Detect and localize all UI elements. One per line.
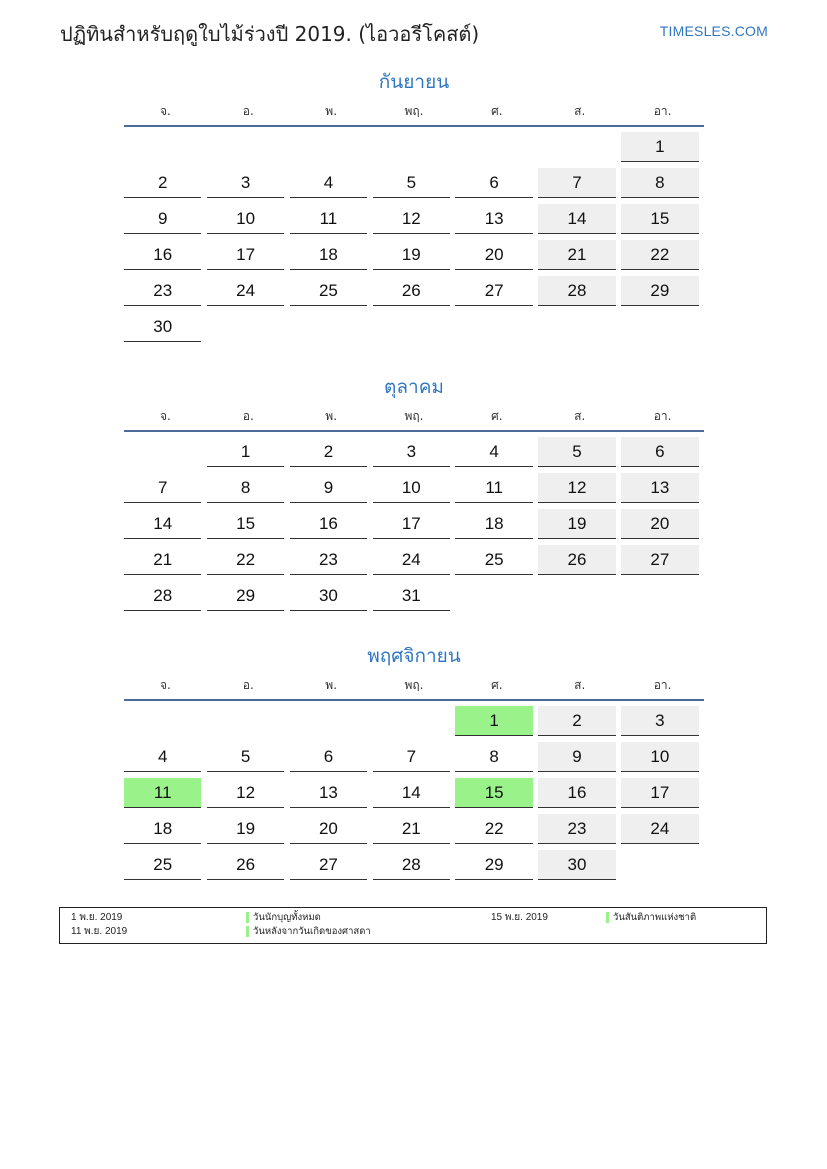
weekday-label: อา. [653,103,672,118]
weekday-label: อ. [242,103,254,118]
weekend-day-cell: 21 [538,240,615,270]
weekend-day-cell: 17 [621,778,698,808]
weekday-label: พ. [325,408,338,423]
weekday-label: ส. [574,408,586,423]
empty-cell [455,312,532,342]
day-cell: 10 [207,204,284,234]
day-cell: 3 [207,168,284,198]
day-cell: 22 [207,545,284,575]
weekday-label: อา. [653,677,672,692]
day-cell: 29 [207,581,284,611]
legend-date: 15 พ.ย. 2019 [491,912,548,923]
empty-cell [455,132,532,162]
empty-cell [621,581,698,611]
weekend-day-cell: 2 [538,706,615,736]
weekday-label: พ. [325,677,338,692]
weekday-label: พฤ. [404,103,424,118]
day-cell: 11 [455,473,532,503]
day-cell: 9 [290,473,367,503]
week-row [124,204,704,240]
weekend-day-cell: 23 [538,814,615,844]
weekend-day-cell: 10 [621,742,698,772]
weekday-label: จ. [160,103,171,118]
empty-cell [124,706,201,736]
day-cell: 25 [455,545,532,575]
day-cell: 16 [290,509,367,539]
weekend-day-cell: 15 [621,204,698,234]
weekend-day-cell: 16 [538,778,615,808]
week-row [124,473,704,509]
day-cell: 18 [455,509,532,539]
empty-cell [621,850,698,880]
weekend-day-cell: 5 [538,437,615,467]
weekday-label: จ. [160,408,171,423]
weekday-label: ศ. [491,677,503,692]
day-cell: 23 [290,545,367,575]
weekend-day-cell: 1 [621,132,698,162]
empty-cell [207,312,284,342]
empty-cell [538,132,615,162]
day-cell: 5 [207,742,284,772]
empty-cell [538,581,615,611]
weekend-day-cell: 22 [621,240,698,270]
day-cell: 22 [455,814,532,844]
empty-cell [621,312,698,342]
day-cell: 12 [207,778,284,808]
day-cell: 6 [455,168,532,198]
empty-cell [207,706,284,736]
legend-holiday-name: วันสันติภาพแห่งชาติ [606,911,696,924]
weekend-day-cell: 13 [621,473,698,503]
weekday-label: อา. [653,408,672,423]
legend-holiday-name: วันหลังจากวันเกิดของศาสดา [246,925,371,938]
day-cell: 2 [124,168,201,198]
empty-cell [124,437,201,467]
weekday-label: ศ. [491,408,503,423]
month-grid [124,706,704,886]
day-cell: 26 [373,276,450,306]
day-cell: 18 [124,814,201,844]
weekend-day-cell: 29 [621,276,698,306]
day-cell: 4 [124,742,201,772]
month-title: กันยายน [378,71,450,93]
weekend-day-cell: 19 [538,509,615,539]
empty-cell [290,132,367,162]
weekday-label: พ. [325,103,338,118]
weekday-label: ส. [574,103,586,118]
legend-date: 1 พ.ย. 2019 [71,912,123,923]
week-row [124,168,704,204]
weekend-day-cell: 24 [621,814,698,844]
day-cell: 16 [124,240,201,270]
day-cell: 9 [124,204,201,234]
day-cell: 27 [290,850,367,880]
day-cell: 10 [373,473,450,503]
weekday-label: จ. [160,677,171,692]
weekend-day-cell: 3 [621,706,698,736]
day-cell: 6 [290,742,367,772]
day-cell: 26 [207,850,284,880]
weekday-label: อ. [242,408,254,423]
day-cell: 19 [207,814,284,844]
day-cell: 20 [455,240,532,270]
day-cell: 25 [290,276,367,306]
week-row [124,850,704,886]
day-cell: 21 [124,545,201,575]
day-cell: 4 [290,168,367,198]
day-cell: 14 [373,778,450,808]
month-grid [124,132,704,348]
day-cell: 12 [373,204,450,234]
empty-cell [373,312,450,342]
day-cell: 20 [290,814,367,844]
weekday-label: อ. [242,677,254,692]
day-cell: 3 [373,437,450,467]
empty-cell [538,312,615,342]
day-cell: 5 [373,168,450,198]
day-cell: 11 [290,204,367,234]
month-november [124,641,704,886]
weekend-day-cell: 26 [538,545,615,575]
week-row [124,312,704,348]
day-cell: 18 [290,240,367,270]
holiday-legend [59,907,767,944]
month-october [124,372,704,617]
day-cell: 25 [124,850,201,880]
day-cell: 4 [455,437,532,467]
brand-link[interactable]: TIMESLES.COM [659,23,768,39]
day-cell: 21 [373,814,450,844]
empty-cell [124,132,201,162]
day-cell: 8 [455,742,532,772]
day-cell: 17 [207,240,284,270]
day-cell: 29 [455,850,532,880]
week-row [124,132,704,168]
month-september [124,67,704,348]
week-row [124,545,704,581]
weekend-day-cell: 14 [538,204,615,234]
day-cell: 28 [373,850,450,880]
weekend-day-cell: 20 [621,509,698,539]
day-cell: 30 [290,581,367,611]
week-row [124,581,704,617]
holiday-cell: 1 [455,706,532,736]
legend-date: 11 พ.ย. 2019 [71,926,128,937]
day-cell: 17 [373,509,450,539]
empty-cell [290,312,367,342]
day-cell: 19 [373,240,450,270]
day-cell: 7 [373,742,450,772]
weekday-header [124,97,704,127]
holiday-cell: 15 [455,778,532,808]
day-cell: 24 [207,276,284,306]
day-cell: 15 [207,509,284,539]
weekday-label: พฤ. [404,677,424,692]
week-row [124,276,704,312]
day-cell: 7 [124,473,201,503]
weekend-day-cell: 7 [538,168,615,198]
day-cell: 30 [124,312,201,342]
day-cell: 8 [207,473,284,503]
month-grid [124,437,704,617]
week-row [124,437,704,473]
day-cell: 31 [373,581,450,611]
week-row [124,706,704,742]
empty-cell [373,132,450,162]
day-cell: 24 [373,545,450,575]
weekend-day-cell: 27 [621,545,698,575]
weekend-day-cell: 28 [538,276,615,306]
day-cell: 14 [124,509,201,539]
week-row [124,509,704,545]
empty-cell [207,132,284,162]
day-cell: 2 [290,437,367,467]
empty-cell [455,581,532,611]
day-cell: 27 [455,276,532,306]
legend-holiday-name: วันนักบุญทั้งหมด [246,911,321,924]
day-cell: 13 [290,778,367,808]
weekday-label: ส. [574,677,586,692]
page-title: ปฏิทินสำหรับฤดูใบไม้ร่วงปี 2019. (ไอวอรีโคสต์) [60,22,480,46]
month-title: ตุลาคม [384,376,444,398]
weekday-label: ศ. [491,103,503,118]
weekday-header [124,671,704,701]
month-title: พฤศจิกายน [367,645,461,667]
day-cell: 1 [207,437,284,467]
day-cell: 28 [124,581,201,611]
week-row [124,240,704,276]
empty-cell [373,706,450,736]
empty-cell [290,706,367,736]
weekday-header [124,402,704,432]
weekday-label: พฤ. [404,408,424,423]
holiday-cell: 11 [124,778,201,808]
weekend-day-cell: 9 [538,742,615,772]
day-cell: 13 [455,204,532,234]
weekend-day-cell: 12 [538,473,615,503]
week-row [124,742,704,778]
week-row [124,814,704,850]
day-cell: 23 [124,276,201,306]
week-row [124,778,704,814]
weekend-day-cell: 8 [621,168,698,198]
weekend-day-cell: 6 [621,437,698,467]
weekend-day-cell: 30 [538,850,615,880]
